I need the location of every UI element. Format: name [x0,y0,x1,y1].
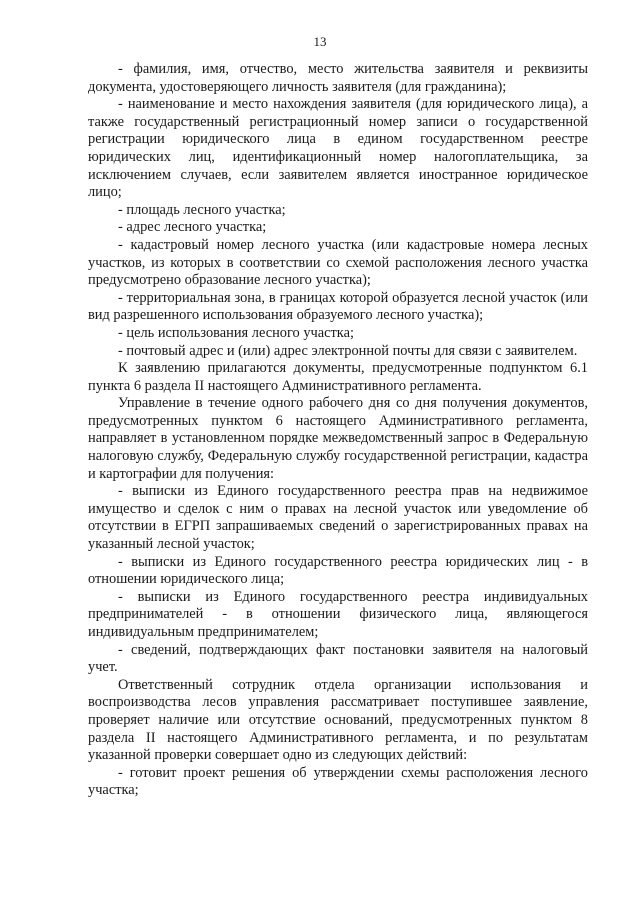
paragraph-egrp-extract: - выписки из Единого государственного реестра прав на недвижимое имущество и сделок с ним о правах на лесной участок или уведомление об отсутствии в ЕГРП запрашиваемых сведений о зарегистрированных правах на указанный лесной участок; [88,483,588,553]
paragraph-applicant-name: - фамилия, имя, отчество, место жительства заявителя и реквизиты документа, удостоверяющего личность заявителя (для гражданина); [88,61,588,95]
paragraph-address: - адрес лесного участка; [118,219,267,236]
page-number: 13 [313,34,327,49]
paragraph-tax-registration: - сведений, подтверждающих факт постановки заявителя на налоговый учет. [88,641,588,676]
paragraph-egrul-extract: - выписки из Единого государственного реестра юридических лиц - в отношении юридического лица; [88,553,588,588]
paragraph-territorial-zone: - территориальная зона, в границах которой образуется лесной участок (или вид разрешенного использования образуемого лесного участка); [88,289,588,324]
paragraph-cadastral-number: - кадастровый номер лесного участка (или кадастровые номера лесных участков, из которых в соответствии со схемой расположения лесного участка предусмотрено образование лесного участка); [88,236,588,289]
body-text [88,61,588,800]
paragraph-contact-address: - почтовый адрес и (или) адрес электронной почты для связи с заявителем. [118,342,578,359]
paragraph-legal-entity: - наименование и место нахождения заявителя (для юридического лица), а также государственный регистрационный номер записи о государственной регистрации юридического лица в едином государственном реестре юридических лиц, идентификационный номер налогоплательщика, за исключением случаев, если заявителем является иностранное юридическое лицо; [88,96,588,201]
paragraph-purpose: - цель использования лесного участка; [118,324,354,341]
paragraph-responsible-officer: Ответственный сотрудник отдела организации использования и воспроизводства лесов управления рассматривает поступившее заявление, проверяет наличие или отсутствие оснований, предусмотренных пунктом 8 раздела II настоящего Административного регламента, и по результатам указанной проверки совершает одно из следующих действий: [88,676,588,764]
paragraph-attached-documents: К заявлению прилагаются документы, предусмотренные подпунктом 6.1 пункта 6 раздела II настоящего Административного регламента. [88,360,588,394]
paragraph-egrip-extract: - выписки из Единого государственного реестра индивидуальных предпринимателей - в отношении физического лица, являющегося индивидуальным предпринимателем; [88,588,588,640]
paragraph-interagency-request: Управление в течение одного рабочего дня со дня получения документов, предусмотренных пунктом 6 настоящего Административного регламента, направляет в установленном порядке межведомственный запрос в Федеральную налоговую службу, Федеральную службу государственной регистрации, кадастра и картографии для получения: [88,395,588,482]
paragraph-draft-decision: - готовит проект решения об утверждении схемы расположения лесного участка; [88,764,588,799]
paragraph-area: - площадь лесного участка; [118,201,286,218]
